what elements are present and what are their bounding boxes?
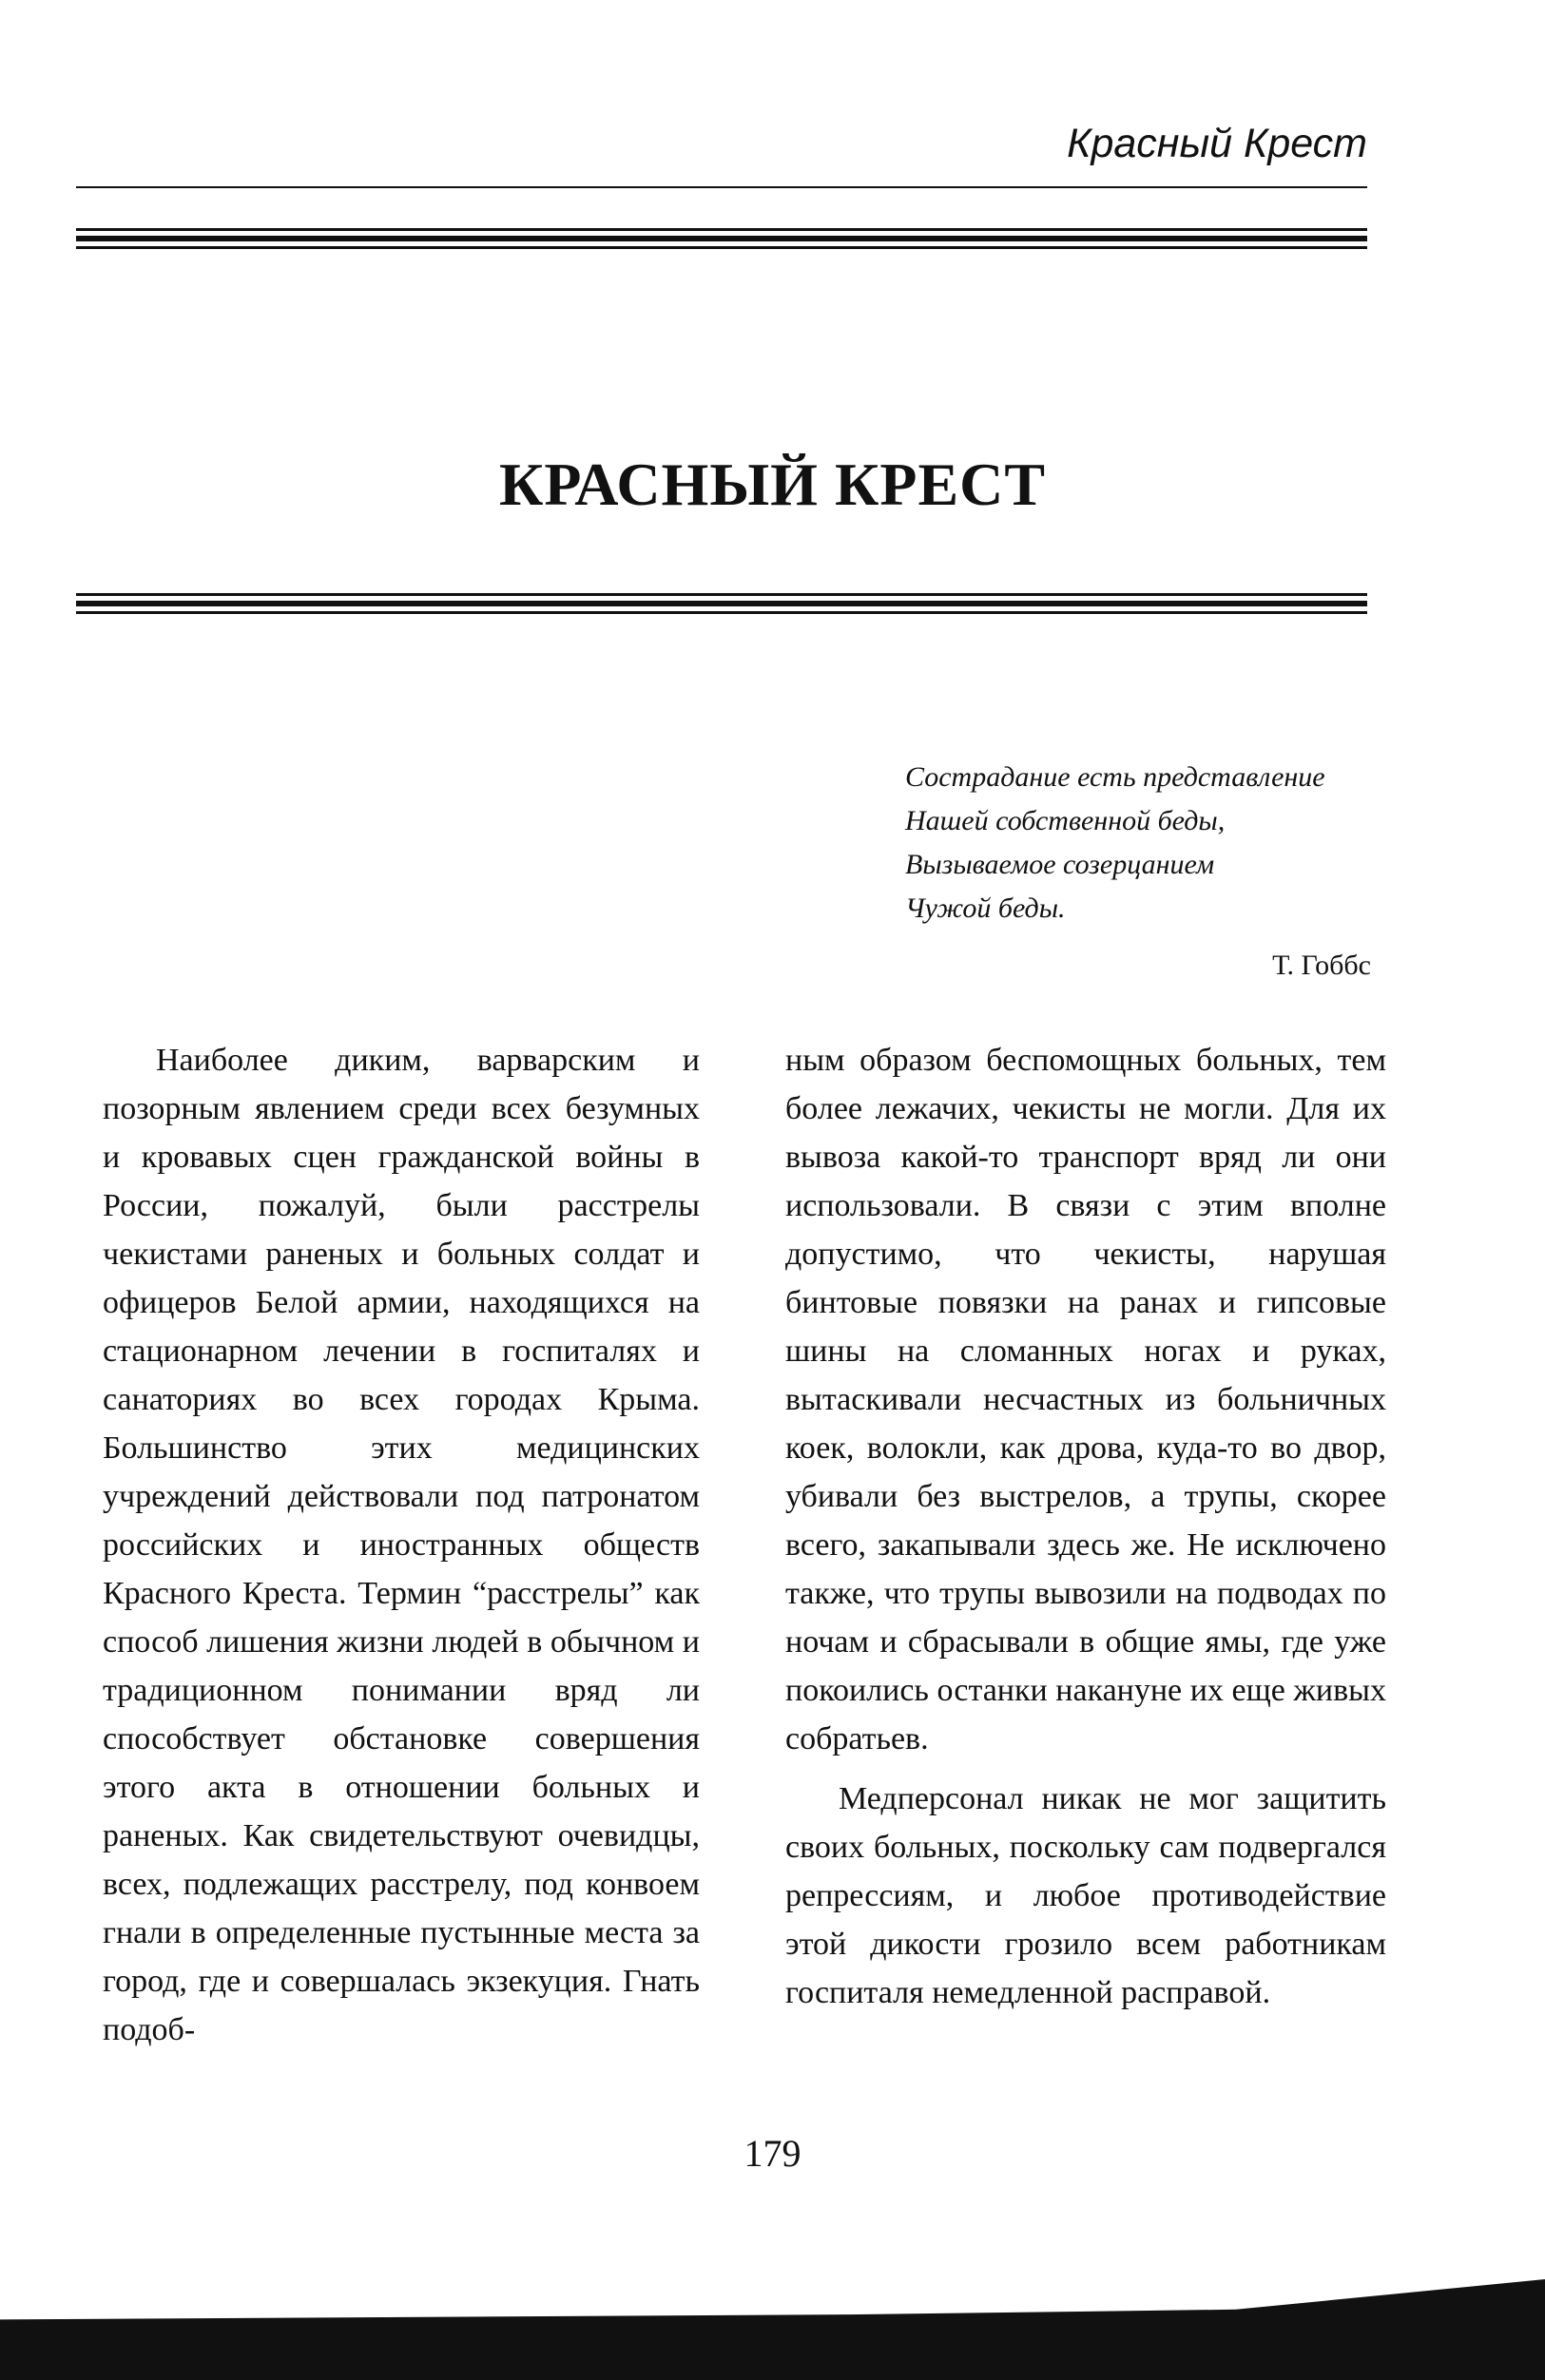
body-paragraph: Наиболее диким, варварским и позорным явлением среди всех безумных и кровавых сцен гражданской войны в России, пожалуй, были расстрелы чекистами раненых и больных солдат и офицеров Белой армии, находящихся на стационарном лечении в госпиталях и санаториях во всех городах Крыма. Большинство этих медицинских учреждений действовали под патронатом российских и иностранных обществ Красного Креста. Термин “расстрелы” как способ лишения жизни людей в обычном и традиционном понимании вряд ли способствует обстановке совершения этого акта в отношении больных и раненых. Как свидетельствуют очевидцы, всех, подлежащих расстрелу, под конвоем гнали в определенные пустынные места за город, где и совершалась экзекуция. Гнать подоб- bbox=[103, 1043, 700, 2047]
body-paragraph: Медперсонал никак не мог защитить своих больных, поскольку сам подвергался репрессиям, и любое противодействие этой дикости грозило всем работникам госпиталя немедленной расправой. bbox=[785, 1781, 1386, 2010]
title-bottom-rule bbox=[76, 593, 1367, 619]
left-column bbox=[103, 1036, 700, 2054]
epigraph-author: Т. Гоббс bbox=[1272, 950, 1371, 981]
page-number: 179 bbox=[744, 2132, 801, 2175]
right-column bbox=[785, 1036, 1386, 2017]
epigraph-line: Чужой беды. bbox=[905, 892, 1066, 924]
epigraph-line: Сострадание есть представление bbox=[905, 761, 1325, 793]
epigraph-line: Вызываемое созерцанием bbox=[905, 849, 1215, 880]
epigraph-line: Нашей собственной беды, bbox=[905, 805, 1226, 836]
running-head: Красный Крест bbox=[1067, 121, 1367, 166]
scan-edge-shadow bbox=[0, 2279, 1545, 2380]
title-top-rule bbox=[76, 228, 1367, 254]
epigraph bbox=[905, 756, 1371, 988]
chapter-title: КРАСНЫЙ КРЕСТ bbox=[498, 451, 1047, 518]
header-rule bbox=[76, 186, 1367, 188]
body-paragraph: ным образом беспомощных больных, тем более лежачих, чекисты не могли. Для их вывоза какой-то транспорт вряд ли они использовали. В связи с этим вполне допустимо, что чекисты, нарушая бинтовые повязки на ранах и гипсовые шины на сломанных ногах и руках, вытаскивали несчастных из больничных коек, волокли, как дрова, куда-то во двор, убивали без выстрелов, а трупы, скорее всего, закапывали здесь же. Не исключено также, что трупы вывозили на подводах по ночам и сбрасывали в общие ямы, где уже покоились останки накануне их еще живых собратьев. bbox=[785, 1043, 1386, 1756]
